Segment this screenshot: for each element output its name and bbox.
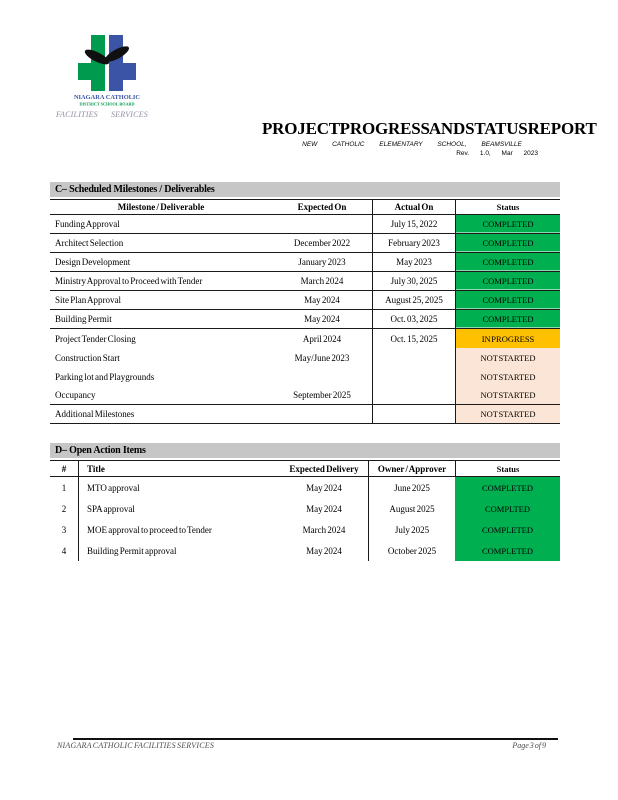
niagara-catholic-logo bbox=[70, 33, 146, 113]
milestone-cell: Project Tender Closing bbox=[55, 333, 136, 344]
status-badge: IN PROGRESS bbox=[455, 329, 560, 348]
owner-cell: July 2025 bbox=[368, 519, 455, 540]
milestone-cell: Architect Selection bbox=[55, 238, 124, 248]
title-cell: SPA approval bbox=[78, 498, 280, 519]
actual-cell bbox=[372, 348, 455, 367]
expected-cell: May 2024 bbox=[306, 545, 342, 556]
expected-cell: May/June 2023 bbox=[294, 352, 350, 363]
status-badge: COMPLETED bbox=[455, 215, 560, 233]
page-number-label: Page 3 of 9 bbox=[512, 741, 546, 750]
expected-cell bbox=[272, 215, 372, 233]
milestone-cell: Design Development bbox=[55, 257, 131, 267]
actual-cell: July 30, 2025 bbox=[372, 272, 455, 290]
revision-label: Rev. 1.0, Mar 2023 bbox=[456, 150, 538, 157]
report-header bbox=[262, 119, 597, 157]
column-header-status: Status bbox=[455, 461, 560, 476]
status-badge: COMPLETED bbox=[455, 253, 560, 271]
owner-cell: October 2025 bbox=[368, 540, 455, 561]
expected-cell: May 2024 bbox=[306, 503, 342, 514]
status-badge: NOT STARTED bbox=[455, 348, 560, 367]
row-number-cell: 2 bbox=[61, 503, 67, 514]
owner-cell: June 2025 bbox=[368, 477, 455, 498]
milestone-cell: Ministry Approval to Proceed with Tender bbox=[55, 276, 203, 286]
row-number-cell: 3 bbox=[61, 524, 67, 535]
actual-cell: Oct. 03, 2025 bbox=[372, 310, 455, 328]
footer-org-label: NIAGARA CATHOLIC FACILITIES SERVICES bbox=[57, 741, 215, 750]
table-row bbox=[50, 386, 560, 405]
column-header-actual: Actual On bbox=[372, 200, 455, 214]
column-header-milestone: Milestone / Deliverable bbox=[117, 202, 205, 212]
report-subtitle: NEW CATHOLIC ELEMENTARY SCHOOL, BEAMSVILLE bbox=[302, 141, 522, 148]
table-row bbox=[50, 329, 560, 348]
page-title: PROJECT PROGRESS AND STATUS REPORT bbox=[262, 119, 597, 138]
table-row bbox=[50, 253, 560, 272]
milestones-table bbox=[50, 199, 560, 424]
table-row bbox=[50, 215, 560, 234]
status-badge: COMPLETED bbox=[455, 310, 560, 328]
column-header-title: Title bbox=[78, 461, 280, 476]
logo-org-name: NIAGARA CATHOLIC bbox=[73, 94, 141, 101]
table-header-row bbox=[50, 199, 560, 215]
section-c-heading: C– Scheduled Milestones / Deliverables bbox=[50, 182, 560, 197]
column-header-expected: Expected On bbox=[297, 202, 347, 212]
status-badge: COMPLETED bbox=[455, 519, 560, 540]
status-badge: COMPLETED bbox=[455, 540, 560, 561]
actual-cell: July 15, 2022 bbox=[372, 215, 455, 233]
actual-cell bbox=[372, 367, 455, 386]
actual-cell bbox=[372, 386, 455, 404]
milestone-cell: Additional Milestones bbox=[55, 409, 135, 419]
table-row bbox=[50, 477, 560, 498]
milestone-cell: Construction Start bbox=[55, 352, 120, 363]
expected-cell: May 2024 bbox=[306, 482, 342, 493]
logo-org-subname: DISTRICT SCHOOL BOARD bbox=[79, 101, 135, 107]
expected-cell: May 2024 bbox=[304, 295, 340, 305]
section-d-heading: D– Open Action Items bbox=[50, 443, 560, 458]
status-badge: COMPLETED bbox=[455, 234, 560, 252]
expected-cell: January 2023 bbox=[298, 257, 346, 267]
services-label: SERVICES bbox=[110, 110, 148, 119]
status-badge: NOT STARTED bbox=[455, 405, 560, 423]
actual-cell: Oct. 15, 2025 bbox=[372, 329, 455, 348]
milestone-cell: Site Plan Approval bbox=[55, 295, 121, 305]
column-header-expected: Expected Delivery bbox=[289, 463, 359, 474]
facilities-services-label bbox=[56, 110, 148, 119]
expected-cell: December 2022 bbox=[293, 238, 351, 248]
title-cell: MOE approval to proceed to Tender bbox=[78, 519, 280, 540]
milestone-cell: Parking lot and Playgrounds bbox=[55, 371, 155, 382]
table-row bbox=[50, 348, 560, 367]
table-row bbox=[50, 234, 560, 253]
status-badge: COMPLETED bbox=[455, 291, 560, 309]
table-row bbox=[50, 291, 560, 310]
expected-cell: April 2024 bbox=[302, 333, 342, 344]
table-row bbox=[50, 310, 560, 329]
status-badge: COMPLETED bbox=[455, 477, 560, 498]
table-row bbox=[50, 498, 560, 519]
table-row bbox=[50, 519, 560, 540]
title-cell: Building Permit approval bbox=[78, 540, 280, 561]
status-badge: NOT STARTED bbox=[455, 386, 560, 404]
column-header-number: # bbox=[61, 463, 67, 474]
milestone-cell: Building Permit bbox=[55, 314, 112, 324]
action-items-table bbox=[50, 460, 560, 561]
actual-cell bbox=[372, 405, 455, 423]
milestone-cell: Funding Approval bbox=[55, 219, 120, 229]
actual-cell: August 25, 2025 bbox=[372, 291, 455, 309]
expected-cell bbox=[272, 405, 372, 423]
actual-cell: February 2023 bbox=[372, 234, 455, 252]
row-number-cell: 1 bbox=[61, 482, 67, 493]
status-badge: COMPLETED bbox=[455, 272, 560, 290]
column-header-owner: Owner / Approver bbox=[368, 461, 455, 476]
title-cell: MTO approval bbox=[78, 477, 280, 498]
owner-cell: August 2025 bbox=[368, 498, 455, 519]
column-header-status: Status bbox=[455, 200, 560, 214]
expected-cell: September 2025 bbox=[293, 390, 351, 400]
status-badge: COMPLTED bbox=[455, 498, 560, 519]
facilities-label: FACILITIES bbox=[56, 110, 98, 119]
table-row bbox=[50, 540, 560, 561]
table-row bbox=[50, 272, 560, 291]
actual-cell: May 2023 bbox=[372, 253, 455, 271]
expected-cell: May 2024 bbox=[304, 314, 340, 324]
table-row bbox=[50, 405, 560, 424]
table-row bbox=[50, 367, 560, 386]
status-badge: NOT STARTED bbox=[455, 367, 560, 386]
milestone-cell: Occupancy bbox=[55, 390, 96, 400]
expected-cell: March 2024 bbox=[300, 276, 344, 286]
footer-divider bbox=[73, 738, 558, 740]
expected-cell bbox=[272, 367, 372, 386]
table-header-row bbox=[50, 460, 560, 477]
expected-cell: March 2024 bbox=[302, 524, 346, 535]
row-number-cell: 4 bbox=[61, 545, 67, 556]
